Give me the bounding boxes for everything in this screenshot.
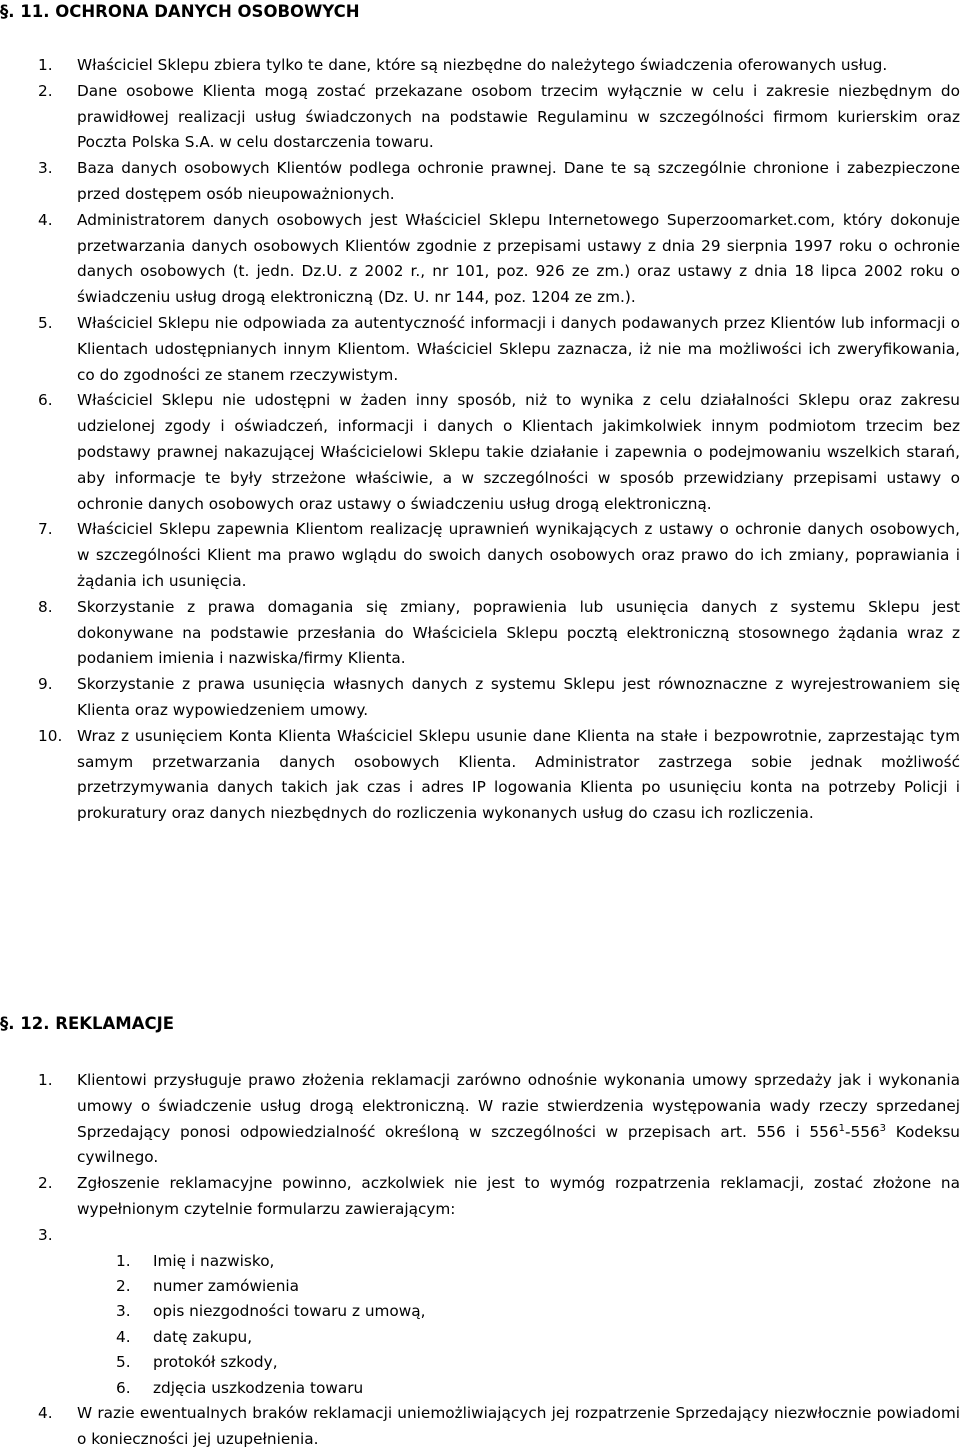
list-item-text: Właściciel Sklepu nie udostępni w żaden inny sposób, niż to wynika z celu działalności Sklepu oraz zakresu udzielonej zgody i oświadczeń, informacji i danych o Klientach jakimkolwiek innym podmiotom trzecim bez podstawy prawnej nakazującej Właścicielowi Sklepu takie działanie i zapewnia o podejmowaniu wszelkich starań, aby informacje te były strzeżone właściwie, a w szczególności w sposób przewidziany przepisami ustawy o ochronie danych osobowych oraz ustawy o świadczeniu usług drogą elektroniczną.	[77, 391, 960, 513]
sublist-item-number: 1.	[116, 1251, 131, 1270]
list-item-text: W razie ewentualnych braków reklamacji uniemożliwiających jej rozpatrzenie Sprzedający niezwłocznie powiadomi o konieczności jej uzupełnienia.	[77, 1404, 960, 1448]
list-item-text	[77, 1068, 960, 1171]
list-item-number: 9.	[38, 675, 53, 694]
list-item	[0, 311, 960, 388]
list-item-number: 3.	[38, 1225, 53, 1244]
list-item-text: Wraz z usunięciem Konta Klienta Właściciel Sklepu usunie dane Klienta na stałe i bezpowrotnie, zaprzestając tym samym przetwarzania danych osobowych Klienta. Administrator zastrzega sobie jednak możliwość przetrzymywania danych takich jak czas i adres IP logowania Klienta po usunięciu konta na potrzeby Policji i prokuratury oraz danych niezbędnych do rozliczenia wykonanych usług do czasu ich rozliczenia.	[77, 726, 960, 823]
sublist-item	[0, 1274, 960, 1299]
list-item-text: Dane osobowe Klienta mogą zostać przekazane osobom trzecim wyłącznie w celu i zakresie niezbędnym do prawidłowej realizacji usług świadczonych na podstawie Regulaminu w szczególności firmom kurierskim oraz Poczta Polska S.A. w celu dostarczenia towaru.	[77, 81, 960, 152]
list-item-text: Właściciel Sklepu zapewnia Klientom realizację uprawnień wynikających z ustawy o ochronie danych osobowych, w szczególności Klient ma prawo wglądu do swoich danych osobowych oraz prawo do ich zmiany, poprawiania i żądania ich usunięcia.	[77, 520, 960, 590]
sublist-item-text: datę zakupu,	[153, 1327, 253, 1346]
list-item-text: Skorzystanie z prawa domagania się zmiany, poprawienia lub usunięcia danych z systemu Sklepu jest dokonywane na podstawie przesłania do Właściciela Sklepu pocztą elektroniczną stosownego żądania wraz z podaniem imienia i nazwiska/firmy Klienta.	[77, 597, 960, 668]
sublist-item	[0, 1325, 960, 1350]
list-item	[0, 1171, 960, 1223]
superscript: 1	[838, 1122, 845, 1134]
list-item-number: 1.	[38, 1071, 53, 1089]
section-12-heading: §. 12. REKLAMACJE	[0, 1014, 174, 1033]
sublist-item-text: numer zamówienia	[153, 1276, 300, 1295]
list-item-number: 6.	[38, 391, 53, 410]
list-item	[0, 1223, 960, 1401]
list-item-text-part: Klientowi przysługuje prawo złożenia reklamacji zarówno odnośnie wykonania umowy sprzedaży jak i wykonania umowy o świadczenie usług drogą elektroniczną. W razie stwierdzenia występowania wady rzeczy sprzedanej Sprzedający ponosi odpowiedzialność określoną w szczególności w przepisach art. 556 i 556	[77, 1071, 960, 1141]
sublist-item-text: opis niezgodności towaru z umową,	[153, 1302, 426, 1321]
form-fields-sublist	[0, 1249, 960, 1401]
sublist-item	[0, 1249, 960, 1274]
section-11-list	[0, 53, 960, 827]
sublist-item-text: Imię i nazwisko,	[153, 1251, 275, 1270]
list-item-number: 2.	[38, 81, 53, 100]
sublist-item-number: 6.	[116, 1378, 131, 1397]
sublist-item-text: protokół szkody,	[153, 1353, 278, 1372]
section-11-heading: §. 11. OCHRONA DANYCH OSOBOWYCH	[0, 2, 360, 21]
list-item-text-part: -556	[844, 1122, 880, 1141]
list-item	[0, 1068, 960, 1171]
list-item-text: Zgłoszenie reklamacyjne powinno, aczkolwiek nie jest to wymóg rozpatrzenia reklamacji, zostać złożone na wypełnionym czytelnie formularzu zawierającym:	[77, 1174, 960, 1218]
list-item	[0, 208, 960, 311]
sublist-item-number: 5.	[116, 1353, 131, 1372]
list-item-number: 10.	[38, 726, 63, 745]
list-item-number: 8.	[38, 597, 53, 616]
sublist-item-number: 2.	[116, 1276, 131, 1295]
list-item	[0, 79, 960, 156]
section-12-list	[0, 1068, 960, 1453]
list-item-text: Skorzystanie z prawa usunięcia własnych danych z systemu Sklepu jest równoznaczne z wyrejestrowaniem się Klienta oraz wypowiedzeniem umowy.	[77, 675, 960, 719]
list-item-number: 5.	[38, 313, 53, 332]
sublist-item-number: 4.	[116, 1327, 131, 1346]
list-item-number: 7.	[38, 520, 53, 539]
list-item-text: Właściciel Sklepu zbiera tylko te dane, które są niezbędne do należytego świadczenia oferowanych usług.	[77, 56, 888, 74]
list-item	[0, 672, 960, 724]
list-item	[0, 53, 960, 79]
list-item-text: Baza danych osobowych Klientów podlega ochronie prawnej. Dane te są szczególnie chronione i zabezpieczone przed dostępem osób nieupoważnionych.	[77, 159, 960, 203]
list-item-number: 4.	[38, 1404, 53, 1423]
sublist-item	[0, 1350, 960, 1375]
list-item-number: 2.	[38, 1174, 53, 1193]
sublist-item	[0, 1299, 960, 1324]
superscript: 3	[879, 1122, 887, 1134]
list-item	[0, 724, 960, 827]
sublist-item-text: zdjęcia uszkodzenia towaru	[153, 1378, 364, 1397]
list-item-spacer	[77, 1223, 960, 1249]
list-item	[0, 1401, 960, 1453]
list-item-number: 4.	[38, 210, 53, 229]
list-item-text: Administratorem danych osobowych jest Właściciel Sklepu Internetowego Superzoomarket.com, który dokonuje przetwarzania danych osobowych Klientów zgodnie z przepisami ustawy z dnia 29 sierpnia 1997 roku o ochronie danych osobowych (t. jedn. Dz.U. z 2002 r., nr 101, poz. 926 ze zm.) oraz ustawy z dnia 18 lipca 2002 roku o świadczeniu usług drogą elektroniczną (Dz. U. nr 144, poz. 1204 ze zm.).	[77, 210, 960, 307]
list-item	[0, 517, 960, 594]
list-item	[0, 595, 960, 672]
sublist-item	[0, 1376, 960, 1401]
list-item	[0, 388, 960, 517]
list-item-number: 1.	[38, 56, 53, 74]
list-item-number: 3.	[38, 159, 53, 178]
list-item-text-part: Kodeksu cywilnego.	[77, 1122, 960, 1167]
list-item-text: Właściciel Sklepu nie odpowiada za autentyczność informacji i danych podawanych przez Klientów lub informacji o Klientach udostępnianych innym Klientom. Właściciel Sklepu zaznacza, iż nie ma możliwości ich zweryfikowania, co do zgodności ze stanem rzeczywistym.	[77, 313, 960, 384]
sublist-item-number: 3.	[116, 1302, 131, 1321]
list-item	[0, 156, 960, 208]
